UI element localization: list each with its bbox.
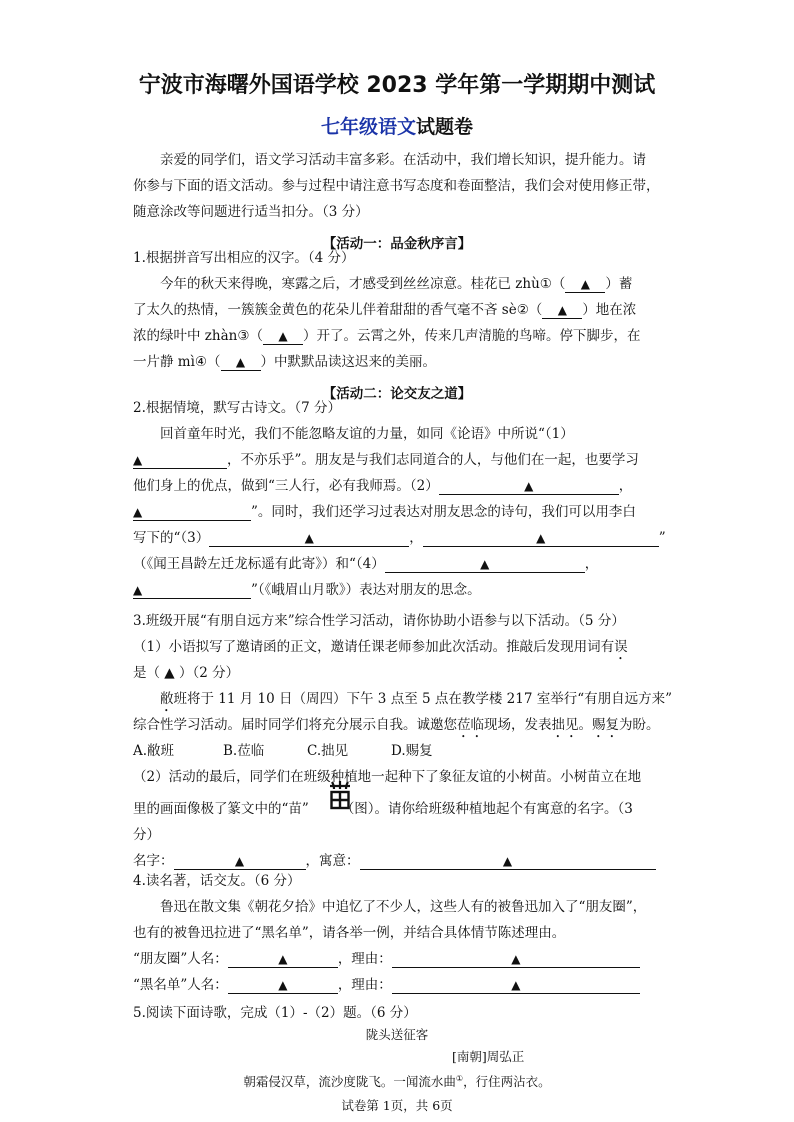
subtitle-paper: 试题卷 — [416, 116, 474, 138]
question-2: 2.根据情境，默写古诗文。（7 分） — [133, 400, 342, 416]
q3-line-3: （2）活动的最后，同学们在班级种植地一起种下了象征友谊的小树苗。小树苗立在地 — [133, 769, 642, 785]
name-answer-row: 名字： ▲ ，寓意： ▲ — [133, 848, 656, 874]
q2-line-2: ▲ ，不亦乐乎”。朋友是与我们志同道合的人，与他们在一起，也要学习 — [133, 452, 639, 468]
poem-line-1: 朝霜侵汉草，流沙度陇飞。一闻流水曲①，行住两沾衣。 — [243, 1074, 551, 1090]
page-footer: 试卷第 1页，共 6页 — [341, 1098, 453, 1113]
blacklist-name-field[interactable]: ▲ — [228, 977, 338, 994]
friends-reason-field[interactable]: ▲ — [392, 951, 640, 968]
answer-blank-2-3a[interactable]: ▲ — [209, 530, 409, 547]
q3-line-2[interactable]: 是（ ▲ ）（2 分） — [133, 665, 240, 681]
question-3: 3.班级开展“有朋自远方来”综合性学习活动，请你协助小语参与以下活动。（5 分） — [133, 613, 625, 629]
q2-line-4: ▲ ”。同时，我们还学习过表达对朋友思念的诗句，我们可以用李白 — [133, 504, 636, 520]
q3-line-4: 里的画面像极了篆文中的“苗” （图）。请你给班级种植地起个有寓意的名字。（3 — [133, 801, 633, 817]
blacklist-row: “黑名单”人名： ▲ ，理由： ▲ — [133, 972, 640, 998]
q4-line-2: 也有的被鲁迅拉进了“黑名单”，请各举一例，并结合具体情节陈述理由。 — [133, 925, 566, 941]
answer-blank-2[interactable]: ▲ — [542, 302, 582, 319]
q1-line-1: 今年的秋天来得晚，寒露之后，才感受到丝丝凉意。桂花已 zhù①（ ▲ ）蓄 — [160, 276, 633, 292]
q1-line-3: 浓的绿叶中 zhàn③（ ▲ ）开了。云霄之外，传来几声清脆的鸟啼。停下脚步，在 — [133, 328, 641, 344]
subtitle-grade: 七年级语文 — [320, 116, 416, 138]
option-b[interactable]: B.莅临 — [223, 743, 265, 759]
answer-blank-2-3b[interactable]: ▲ — [423, 530, 659, 547]
question-5: 5.阅读下面诗歌，完成（1）-（2）题。（6 分） — [133, 1005, 417, 1021]
answer-blank-2-4a[interactable]: ▲ — [385, 556, 585, 573]
poem-title: 陇头送征客 — [365, 1027, 429, 1042]
answer-blank-2-4b[interactable]: ▲ — [133, 582, 251, 599]
q2-line-1: 回首童年时光，我们不能忽略友谊的力量，如同《论语》中所说“（1） — [160, 426, 574, 442]
q3-line-5: 分） — [133, 827, 160, 843]
friends-circle-row: “朋友圈”人名： ▲ ，理由： ▲ — [133, 946, 640, 972]
activity-1-heading: 【活动一：品金秋序言】 — [322, 236, 472, 252]
activity-2-heading: 【活动二：论交友之道】 — [322, 386, 472, 402]
answer-blank-1[interactable]: ▲ — [565, 276, 605, 293]
options-row — [133, 738, 475, 764]
friends-name-field[interactable]: ▲ — [228, 951, 338, 968]
exam-title: 宁波市海曙外国语学校 2023 学年第一学期期中测试 — [138, 73, 656, 98]
blacklist-reason-field[interactable]: ▲ — [392, 977, 640, 994]
meaning-answer-field[interactable]: ▲ — [360, 853, 656, 870]
q1-line-2: 了太久的热情，一簇簇金黄色的花朵儿伴着甜甜的香气毫不吝 sè②（ ▲ ）地在浓 — [133, 302, 637, 318]
answer-blank-3[interactable]: ▲ — [263, 328, 303, 345]
q3-line-1: （1）小语拟写了邀请函的正文，邀请任课老师参加此次活动。推敲后发现用词有误 — [133, 639, 628, 655]
option-a[interactable]: A.敝班 — [133, 743, 175, 759]
exam-subtitle — [0, 112, 794, 139]
question-1: 1.根据拼音写出相应的汉字。（4 分） — [133, 250, 355, 266]
answer-blank-2-1[interactable]: ▲ — [133, 452, 227, 469]
name-answer-field[interactable]: ▲ — [174, 853, 306, 870]
invitation-line-2: 综合性学习活动。届时同学们将充分展示自我。诚邀您莅临现场，发表拙见。赐复为盼。 — [133, 717, 660, 733]
q4-line-1: 鲁迅在散文集《朝花夕拾》中追忆了不少人，这些人有的被鲁迅加入了“朋友圈”， — [160, 899, 647, 915]
answer-blank-2-2a[interactable]: ▲ — [439, 478, 619, 495]
option-d[interactable]: D.赐复 — [391, 743, 433, 759]
q2-line-5: 写下的“（3） ▲ ， ▲ ” — [133, 530, 666, 546]
intro-line-3: 随意涂改等问题进行适当扣分。（3 分） — [133, 204, 369, 220]
answer-blank-4[interactable]: ▲ — [221, 354, 261, 371]
poem-author: [南朝]周弘正 — [452, 1049, 525, 1064]
question-4: 4.读名著，话交友。（6 分） — [133, 873, 301, 889]
intro-line-1: 亲爱的同学们，语文学习活动丰富多彩。在活动中，我们增长知识，提升能力。请 — [160, 152, 646, 168]
option-c[interactable]: C.拙见 — [307, 743, 349, 759]
q2-line-3: 他们身上的优点，做到“三人行，必有我师焉。（2） ▲ ， — [133, 478, 633, 494]
q1-line-4: 一片静 mì④（ ▲ ）中默默品读这迟来的美丽。 — [133, 354, 437, 370]
q2-line-6: （《闻王昌龄左迁龙标遥有此寄》）和“（4） ▲ ， — [133, 556, 599, 572]
q2-line-7: ▲ ”（《峨眉山月歌》）表达对朋友的思念。 — [133, 582, 481, 598]
invitation-line-1: 敝班将于 11 月 10 日（周四）下午 3 点至 5 点在教学楼 217 室举行“有朋自远方来” — [160, 691, 673, 707]
intro-line-2: 你参与下面的语文活动。参与过程中请注意书写态度和卷面整洁，我们会对使用修正带， — [133, 178, 660, 194]
answer-blank-2-2b[interactable]: ▲ — [133, 504, 251, 521]
